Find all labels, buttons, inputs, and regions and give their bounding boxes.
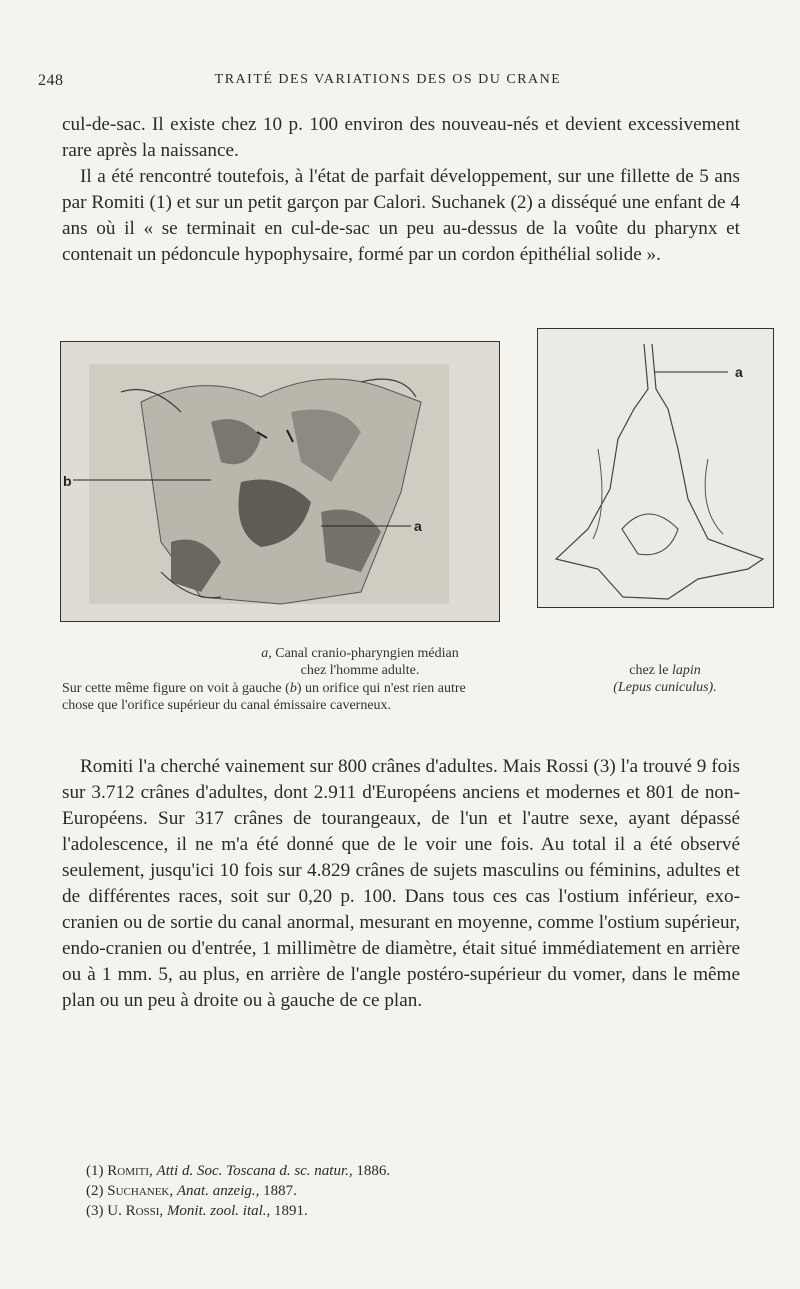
caption-main-line1: Canal cranio-pharyngien médian (275, 646, 459, 661)
caption-main-line2: chez l'homme adulte. (300, 663, 420, 678)
footnotes (86, 1161, 726, 1221)
footnote-year: 1886. (356, 1163, 391, 1179)
rabbit-skull-outline (538, 329, 773, 607)
paragraph-2-text: Il a été rencontré toutefois, à l'état de parfait développement, sur une fillette de 5 ans par Romiti (1) et sur un petit garçon par Calori. Suchanek (2) a disséqué une enfant de 4 ans où il « se terminait en cul-de-sac un peu au-dessus de la voûte du pharynx et contenait un pédoncule hypophysaire, formé par un cordon épithélial solide ». (62, 166, 740, 265)
footnote-num: (3) (86, 1203, 104, 1219)
footnote-author: Romiti, (107, 1163, 153, 1179)
figure-note (62, 680, 482, 714)
caption-right-italic: lapin (671, 663, 701, 678)
footnote-author: Suchanek, (107, 1183, 174, 1199)
skull-base-engraving (61, 342, 499, 621)
figure-rabbit-skull (537, 328, 774, 608)
footnote-1 (86, 1161, 726, 1181)
paragraph-1-text: cul-de-sac. Il existe chez 10 p. 100 environ des nouveau-nés et devient excessivement rare après la naissance. (62, 114, 740, 161)
figure-caption-right (560, 662, 770, 696)
footnote-title: Atti d. Soc. Toscana d. sc. natur., (156, 1163, 353, 1179)
footnote-year: 1887. (263, 1183, 297, 1199)
figure-caption-main (160, 645, 560, 679)
caption-right-prefix: chez le (629, 663, 669, 678)
footnote-3 (86, 1201, 726, 1221)
running-title: TRAITÉ DES VARIATIONS DES OS DU CRANE (214, 72, 562, 87)
note-prefix: Sur cette même figure on voit à gauche ( (62, 681, 290, 696)
paragraph-3-text: Romiti l'a cherché vainement sur 800 crânes d'adultes. Mais Rossi (3) l'a trouvé 9 fois sur 3.712 crânes d'adultes, dont 2.911 d'Européens anciens et modernes et 801 de non-Européens. Sur 317 crânes de tourangeaux, de l'un et l'autre sexe, ayant dépassé l'adolescence, il ne m'a été donné que de le voir une fois. Au total il a été observé seulement, jusqu'ici 10 fois sur 4.829 crânes de sujets masculins ou féminins, adultes et de différentes races, soit sur 0,20 p. 100. Dans tous ces cas l'ostium inférieur, exo-cranien ou de sortie du canal anormal, mesurant en moyenne, comme l'ostium supérieur, endo-cranien ou d'entrée, 1 millimètre de diamètre, était situé immédiatement en arrière ou à 1 mm. 5, au plus, en arrière de l'angle postéro-supérieur du vomer, dans le même plan ou un peu à droite ou à gauche de ce plan. (62, 756, 740, 1011)
figure-human-skull (60, 341, 500, 622)
page-number: 248 (38, 72, 64, 89)
footnote-title: Monit. zool. ital., (166, 1203, 271, 1219)
footnote-author: U. Rossi, (107, 1203, 164, 1219)
page-header (38, 72, 738, 96)
caption-right-line2: (Lepus cuniculus). (613, 680, 717, 695)
note-b: b (289, 681, 297, 696)
figure-label-a: a (414, 518, 422, 534)
paragraph-3 (62, 754, 740, 1014)
caption-letter-a: a, (261, 646, 272, 661)
footnote-2 (86, 1181, 726, 1201)
footnote-year: 1891. (274, 1203, 308, 1219)
note-suffix: ) un orifice qui n'est rien autre chose que l'orifice supérieur du canal émissaire caverneux. (62, 681, 466, 713)
paragraph-1 (62, 112, 740, 268)
footnote-num: (2) (86, 1183, 104, 1199)
figure-label-b: b (63, 473, 72, 489)
footnote-title: Anat. anzeig., (176, 1183, 260, 1199)
footnote-num: (1) (86, 1163, 104, 1179)
figure-label-a-right: a (735, 364, 743, 380)
